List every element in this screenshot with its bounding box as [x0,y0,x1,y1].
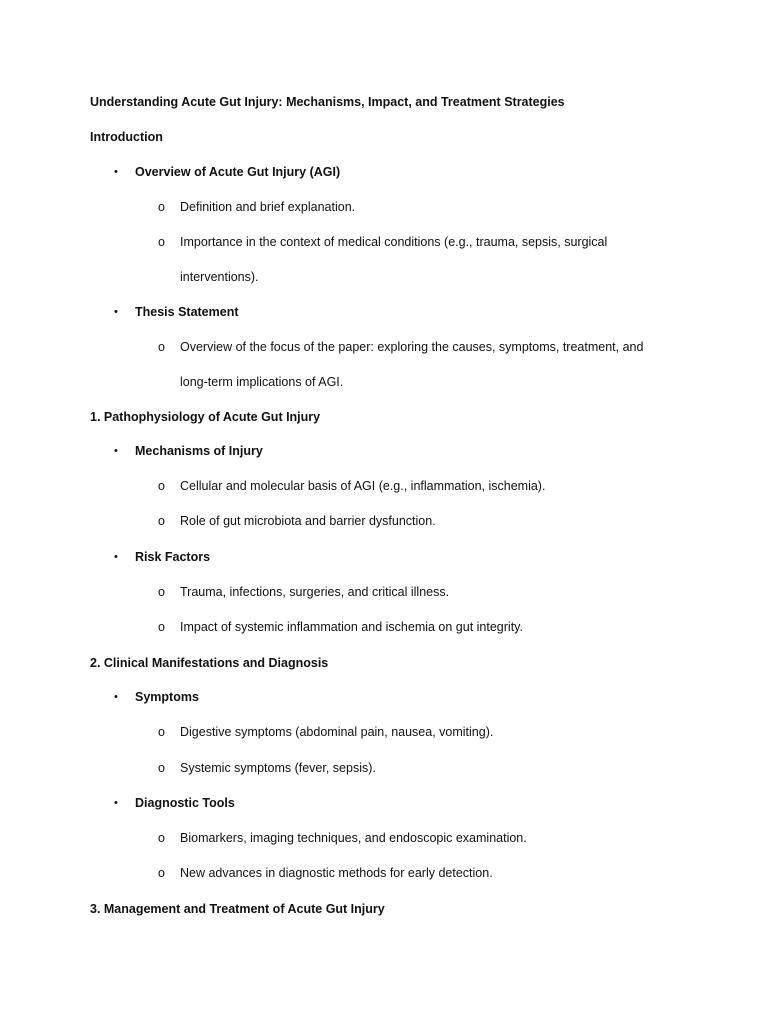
bullet-icon: • [114,306,118,318]
list-item-continuation: long-term implications of AGI. [180,375,344,389]
list-item-heading: Diagnostic Tools [135,796,235,810]
sub-bullet-icon: o [158,585,165,599]
sub-bullet-icon: o [158,514,165,528]
list-item: Definition and brief explanation. [180,200,356,214]
list-item-heading: Risk Factors [135,550,211,564]
sub-bullet-icon: o [158,831,165,845]
bullet-icon: • [114,166,118,178]
list-item-heading: Overview of Acute Gut Injury (AGI) [135,165,341,179]
bullet-icon: • [114,797,118,809]
sub-bullet-icon: o [158,761,165,775]
section-heading-introduction: Introduction [90,130,163,144]
section-heading-pathophysiology: 1. Pathophysiology of Acute Gut Injury [90,410,321,424]
list-item: Overview of the focus of the paper: exploring the causes, symptoms, treatment, and [180,340,644,354]
list-item-continuation: interventions). [180,270,259,284]
section-heading-management-treatment: 3. Management and Treatment of Acute Gut Injury [90,902,385,916]
sub-bullet-icon: o [158,235,165,249]
list-item: Trauma, infections, surgeries, and critical illness. [180,585,450,599]
list-item: Digestive symptoms (abdominal pain, nausea, vomiting). [180,725,494,739]
list-item: Importance in the context of medical conditions (e.g., trauma, sepsis, surgical [180,235,608,249]
list-item: New advances in diagnostic methods for early detection. [180,866,493,880]
bullet-icon: • [114,445,118,457]
section-heading-clinical-manifestations: 2. Clinical Manifestations and Diagnosis [90,656,329,670]
bullet-icon: • [114,551,118,563]
sub-bullet-icon: o [158,479,165,493]
list-item: Cellular and molecular basis of AGI (e.g., inflammation, ischemia). [180,479,546,493]
bullet-icon: • [114,691,118,703]
list-item: Biomarkers, imaging techniques, and endoscopic examination. [180,831,527,845]
list-item-heading: Mechanisms of Injury [135,444,263,458]
list-item-heading: Thesis Statement [135,305,239,319]
sub-bullet-icon: o [158,340,165,354]
sub-bullet-icon: o [158,866,165,880]
list-item: Systemic symptoms (fever, sepsis). [180,761,376,775]
sub-bullet-icon: o [158,200,165,214]
list-item: Impact of systemic inflammation and ischemia on gut integrity. [180,620,523,634]
list-item-heading: Symptoms [135,690,199,704]
sub-bullet-icon: o [158,725,165,739]
sub-bullet-icon: o [158,620,165,634]
list-item: Role of gut microbiota and barrier dysfunction. [180,514,436,528]
document-title: Understanding Acute Gut Injury: Mechanisms, Impact, and Treatment Strategies [90,95,565,109]
